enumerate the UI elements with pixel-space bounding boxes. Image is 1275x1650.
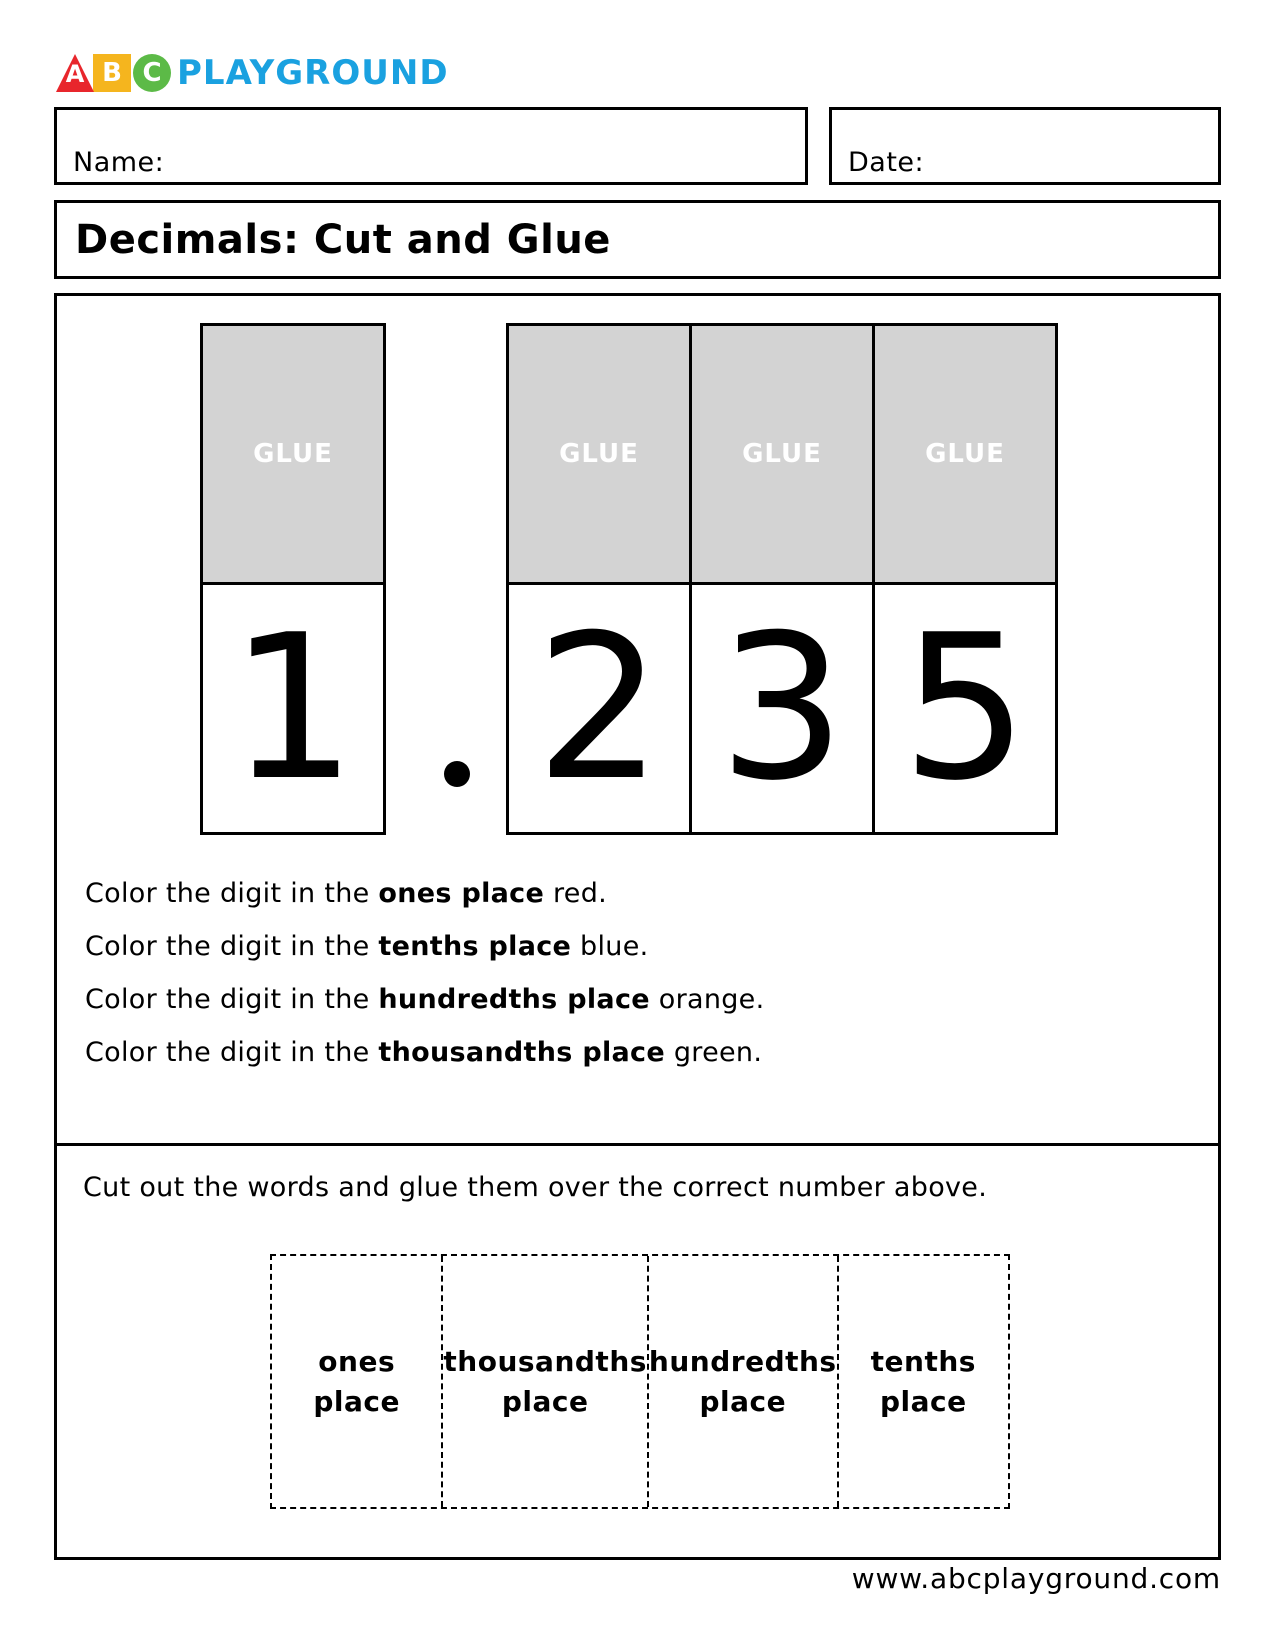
footer-url[interactable]: www.abcplayground.com [851, 1562, 1221, 1595]
section-divider [54, 1143, 1221, 1146]
page-title: Decimals: Cut and Glue [75, 217, 611, 263]
logo-letter-b: B [93, 54, 131, 92]
digit-tenths: 2 [535, 591, 663, 825]
glue-label: GLUE [925, 439, 1005, 469]
cut-out-cards [270, 1254, 1010, 1509]
logo-letter-c: C [133, 54, 171, 92]
glue-label: GLUE [742, 439, 822, 469]
card-hundredths-place[interactable]: hundredths place [649, 1256, 839, 1507]
card-thousandths-place[interactable]: thousandths place [443, 1256, 649, 1507]
date-label: Date: [848, 147, 925, 178]
decimal-point [444, 761, 470, 787]
logo-wordmark: PLAYGROUND [177, 53, 449, 93]
glue-label: GLUE [559, 439, 639, 469]
glue-area-hundredths [692, 326, 872, 585]
ones-column [200, 323, 386, 835]
brand-logo [55, 53, 449, 93]
name-field[interactable] [54, 107, 808, 185]
title-box [54, 200, 1221, 279]
digit-ones: 1 [229, 591, 357, 825]
instruction-line: Color the digit in the tenths place blue. [85, 931, 649, 962]
digit-thousandths: 5 [901, 591, 1029, 825]
date-field[interactable] [829, 107, 1221, 185]
instruction-line: Color the digit in the ones place red. [85, 878, 608, 909]
glue-area-thousandths [875, 326, 1055, 585]
glue-area-ones [203, 326, 383, 585]
card-tenths-place[interactable]: tenths place [870, 1344, 976, 1418]
digit-hundredths: 3 [718, 591, 846, 825]
instruction-line: Color the digit in the thousandths place green. [85, 1037, 763, 1068]
glue-label: GLUE [253, 439, 333, 469]
cut-instruction: Cut out the words and glue them over the correct number above. [83, 1172, 988, 1203]
card-ones-place[interactable]: ones place [272, 1256, 443, 1507]
instruction-line: Color the digit in the hundredths place orange. [85, 984, 765, 1015]
glue-area-tenths [509, 326, 689, 585]
thousandths-column [872, 323, 1058, 835]
tenths-column [506, 323, 692, 835]
logo-letter-a: A [55, 53, 95, 93]
name-label: Name: [73, 147, 165, 178]
hundredths-column [689, 323, 875, 835]
